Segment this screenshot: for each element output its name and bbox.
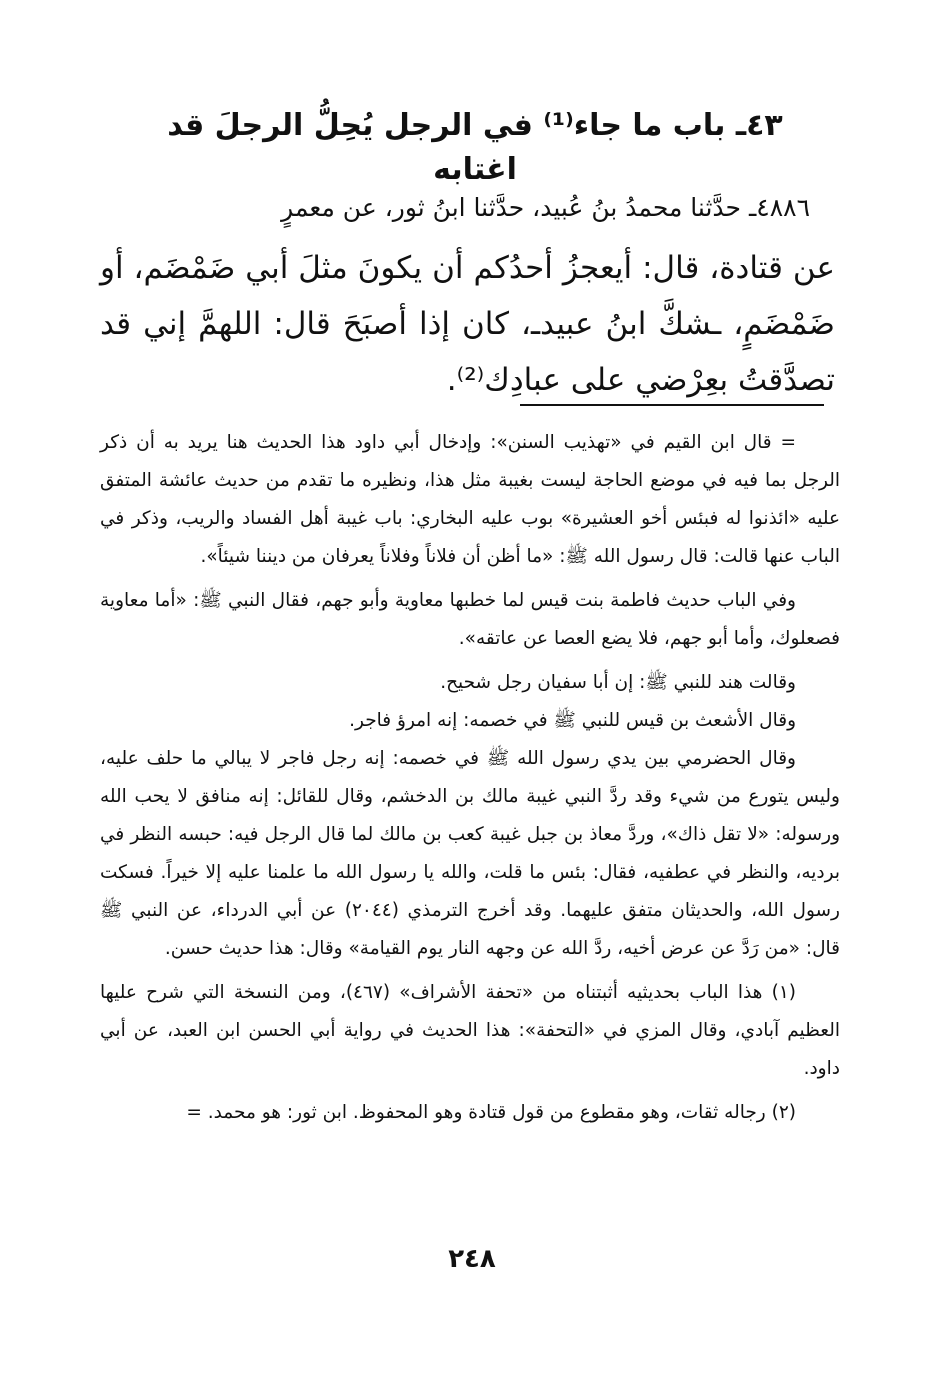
footnote-para-1 — [100, 424, 840, 576]
hadith-chain: ٤٨٨٦ـ حدَّثنا محمدُ بنُ عُبيد، حدَّثنا ابنُ ثور، عن معمرٍ — [281, 193, 810, 222]
hadith-text: عن قتادة، قال: أيعجزُ أحدُكم أن يكونَ مثلَ أبي ضَمْضَم، أو ضَمْضَمٍ، ـشكَّ ابنُ عبيدـ، كان إذا أصبَحَ قال: اللهمَّ إني قد تصدَّقتُ بعِرْضي على عبادِك⁽²⁾. — [100, 250, 835, 398]
continuation-mark: = — [780, 432, 796, 453]
footnote-divider — [520, 404, 824, 406]
footnote-line-3: وقالت هند للنبي ﷺ: إن أبا سفيان رجل شحيح. — [440, 672, 796, 693]
footnote-line-4: وقال الأشعث بن قيس للنبي ﷺ في خصمه: إنه امرؤ فاجر. — [349, 710, 796, 731]
footnote-note-2: (٢) رجاله ثقات، وهو مقطوع من قول قتادة وهو المحفوظ. ابن ثور: هو محمد. = — [186, 1102, 796, 1123]
footnote-para-2: وفي الباب حديث فاطمة بنت قيس لما خطبها معاوية وأبو جهم، فقال النبي ﷺ: «أما معاوية فصعلوك، وأما أبو جهم، فلا يضع العصا عن عاتقه». — [100, 590, 840, 649]
footnote-para-1-text: قال ابن القيم في «تهذيب السنن»: وإدخال أبي داود هذا الحديث هنا يريد به أن ذكر الرجل بما فيه في موضع الحاجة ليست بغيبة مثل هذا، ونظيره ما تقدم من حديث عائشة المتفق عليه «ائذنوا له فبئس أخو العشيرة» بوب عليه البخاري: باب غيبة أهل الفساد والريب، وذكر في الباب عنها قالت: قال رسول الله ﷺ: «ما أظن أن فلاناً وفلاناً يعرفان من ديننا شيئاً». — [100, 432, 840, 567]
footnote-note-1: (١) هذا الباب بحديثيه أثبتناه من «تحفة الأشراف» (٤٦٧)، ومن النسخة التي شرح عليها العظيم آبادي، وقال المزي في «التحفة»: هذا الحديث في رواية أبي الحسن ابن العبد، عن أبي داود. — [100, 982, 840, 1079]
chapter-title: ٤٣ـ باب ما جاء⁽¹⁾ في الرجل يُحِلُّ الرجلَ قد اغتابه — [167, 108, 783, 187]
footnotes — [100, 424, 840, 1138]
page-number: ٢٤٨ — [448, 1244, 496, 1274]
footnote-para-5: وقال الحضرمي بين يدي رسول الله ﷺ في خصمه: إنه رجل فاجر لا يبالي ما حلف عليه، وليس يتورع من شيء وقد ردَّ النبي غيبة مالك بن الدخشم، وقال للقائل: إنه منافق لا يحب الله ورسوله: «لا تقل ذاك»، وردَّ معاذ بن جبل غيبة كعب بن مالك لما قال الرجل فيه: حبسه النظر في برديه، والنظر في عطفيه، فقال: بئس ما قلت، والله يا رسول الله ما علمنا عليه إلا خيراً. فسكت رسول الله، والحديثان متفق عليهما. وقد أخرج الترمذي (٢٠٤٤) عن أبي الدرداء، عن النبي ﷺ قال: «من رَدَّ عن عرض أخيه، ردَّ الله عن وجهه النار يوم القيامة» وقال: هذا حديث حسن. — [100, 748, 840, 959]
